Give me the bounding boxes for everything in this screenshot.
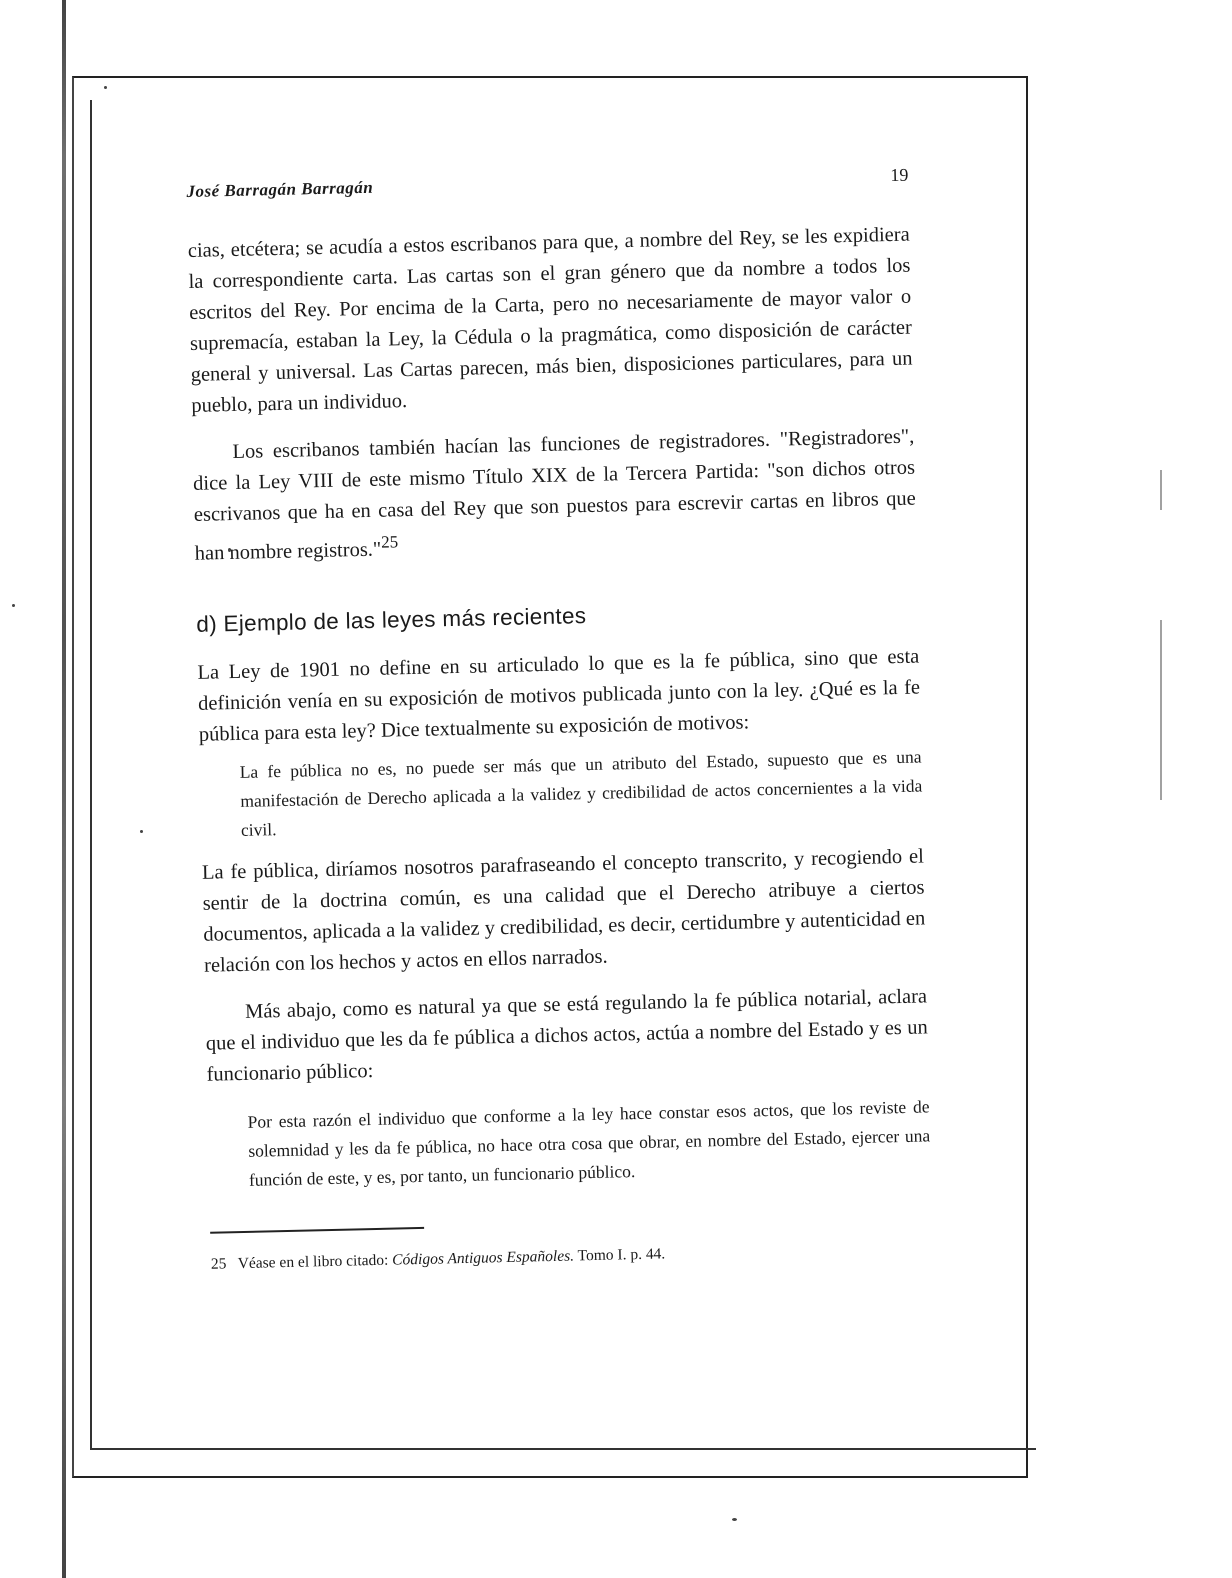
footnote-prefix: Véase en el libro citado: — [237, 1251, 389, 1272]
paragraph: La Ley de 1901 no define en su articulado lo que es la fe pública, sino que esta definición venía en su exposición de motivos publicada junto con la ley. ¿Qué es la fe pública para esta ley? Dice textualmente su exposición de motivos: — [197, 645, 921, 746]
block-quote: Por esta razón el individuo que conforme a la ley hace constar esos actos, que los reviste de solemnidad y les da fe pública, no hace otra cosa que obrar, en nombre del Estado, ejercer una función de este, y es, por tanto, un funcionario público. — [247, 1096, 931, 1190]
page-number: 19 — [890, 164, 909, 186]
paragraph: La fe pública, diríamos nosotros parafraseando el concepto transcrito, y recogiendo el sentir de la doctrina común, es una calidad que el Derecho atribuye a ciertos documentos, aplicada a la validez y credibilidad, es decir, certidumbre y autenticidad en relación con los hechos y actos en ellos narrados. — [201, 845, 926, 977]
footnote-suffix: Tomo I. p. 44. — [577, 1245, 666, 1265]
block-quote: La fe pública no es, no puede ser más que un atributo del Estado, supuesto que es una manifestación de Derecho aplicada a la validez y credibilidad de actos concernientes a la vida civil. — [239, 746, 923, 840]
footnote-reference: 25 — [380, 532, 399, 552]
scan-speck — [732, 1518, 737, 1521]
section-heading: d) Ejemplo de las leyes más recientes — [196, 602, 587, 637]
scan-speck — [1160, 470, 1162, 510]
paragraph-text: Los escribanos también hacían las funciones de registradores. "Registradores", dice la Ley VIII de este mismo Título XIX de la Tercera Partida: "son dichos otros escrivanos que ha en casa del Rey que son puestos para escrevir cartas en libros que han nombre registros." — [192, 425, 916, 565]
paragraph: Más abajo, como es natural ya que se está regulando la fe pública notarial, aclara que el individuo que les da fe pública a dichos actos, actúa a nombre del Estado y es un funcionario público: — [205, 985, 928, 1086]
footnote-title: Códigos Antiguos Españoles. — [392, 1247, 575, 1269]
scan-speck — [140, 830, 143, 833]
paragraph: cias, etcétera; se acudía a estos escribanos para que, a nombre del Rey, se les expidiera la correspondiente carta. Las cartas son el gran género que da nombre a todos los escritos del Rey. Por encima de la Carta, pero no necesariamente de mayor valor o supremacía, estaban la Ley, la Cédula o la pragmática, como disposición de carácter general y universal. Las Cartas parecen, más bien, disposiciones particulares, para un pueblo, para un individuo. — [187, 223, 913, 417]
scan-speck — [104, 86, 107, 89]
author-name: José Barragán Barragán — [186, 177, 374, 201]
paragraph — [192, 422, 917, 570]
page-text — [186, 152, 933, 1274]
scan-speck — [12, 604, 15, 607]
scan-edge — [62, 0, 66, 1578]
footnote-rule — [210, 1227, 424, 1234]
scan-speck — [1160, 620, 1162, 800]
footnote-number: 25 — [210, 1255, 227, 1273]
